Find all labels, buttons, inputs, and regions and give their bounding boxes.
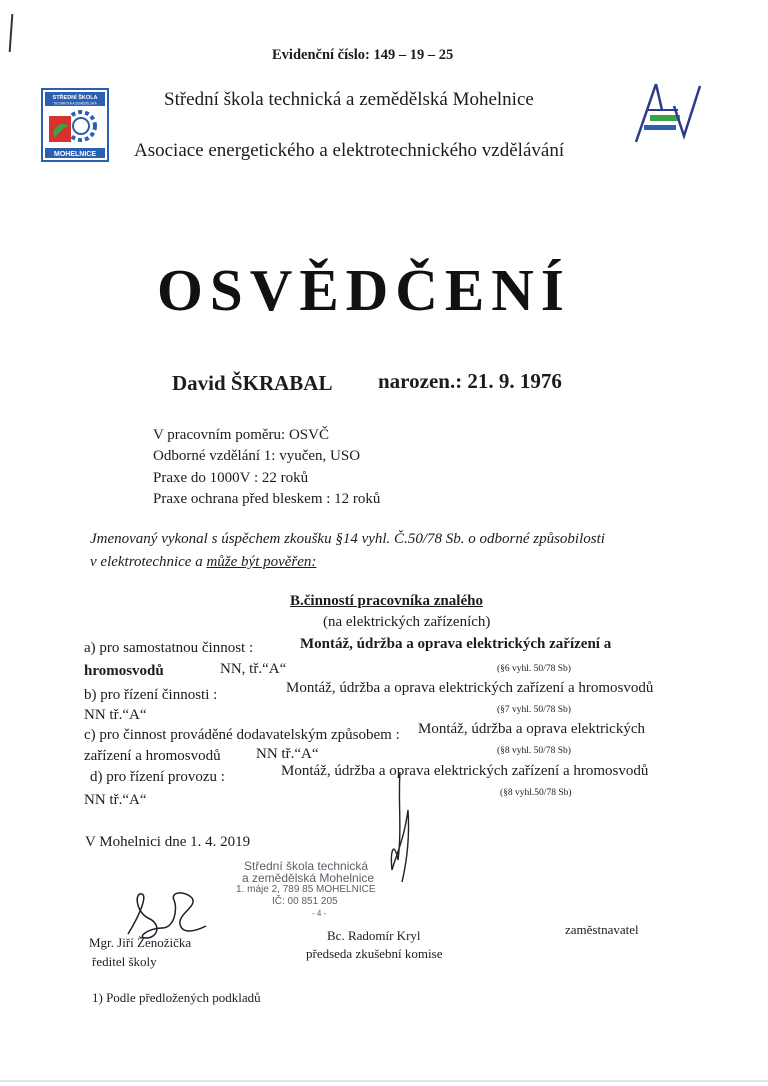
- margin-mark: [9, 14, 14, 52]
- logo-text-bottom: MOHELNICE: [54, 151, 96, 158]
- person-name: David ŠKRABAL: [172, 371, 333, 395]
- association-name: Asociace energetického a elektrotechnického vzdělávání: [134, 140, 565, 161]
- activity-a-text: Montáž, údržba a oprava elektrických zařízení a: [300, 636, 612, 652]
- declaration-line-2: [90, 554, 316, 571]
- activity-c-label: c) pro činnost prováděné dodavatelským způsobem :: [84, 727, 400, 743]
- birth-date: narozen.: 21. 9. 1976: [378, 369, 562, 393]
- declaration-line-1: Jmenovaný vykonal s úspěchem zkoušku §14 vyhl. Č.50/78 Sb. o odborné způsobilosti: [90, 531, 605, 547]
- aev-logo: [626, 80, 706, 146]
- activity-a-text-2: hromosvodů: [84, 663, 164, 679]
- employment-line: V pracovním poměru: OSVČ: [153, 427, 329, 443]
- stamp-line-3: 1. máje 2, 789 85 MOHELNICE: [236, 884, 376, 895]
- activity-d-level: NN tř.“A“: [84, 792, 147, 808]
- stamp-line-4: IČ: 00 851 205: [272, 896, 338, 907]
- activity-a-level: NN, tř.“A“: [220, 661, 287, 677]
- activity-c-text: Montáž, údržba a oprava elektrických: [418, 721, 645, 737]
- stamp-line-5: - 4 -: [312, 909, 327, 918]
- employer-label: zaměstnavatel: [565, 922, 639, 937]
- activity-d-law: (§8 vyhl.50/78 Sb): [500, 788, 572, 798]
- logo-text-top: STŘEDNÍ ŠKOLA: [52, 95, 98, 101]
- activity-b-level: NN tř.“A“: [84, 707, 147, 723]
- activity-a-label: a) pro samostatnou činnost :: [84, 640, 254, 656]
- chair-signature: [380, 770, 420, 890]
- footnote: 1) Podle předložených podkladů: [92, 990, 261, 1005]
- registration-number: Evidenční číslo: 149 – 19 – 25: [272, 47, 454, 63]
- category-heading: B.činností pracovníka znalého: [290, 593, 483, 609]
- activity-d-label: d) pro řízení provozu :: [90, 769, 225, 785]
- page-edge: [0, 1080, 768, 1082]
- stamp-line-2: a zemědělská Mohelnice: [242, 871, 375, 885]
- activity-c-law: (§8 vyhl. 50/78 Sb): [497, 746, 571, 756]
- education-line: Odborné vzdělání 1: vyučen, USO: [153, 448, 361, 464]
- chair-name: Bc. Radomír Kryl: [327, 928, 421, 943]
- school-logo: [41, 88, 109, 162]
- activity-d-text: Montáž, údržba a oprava elektrických zařízení a hromosvodů: [281, 763, 649, 779]
- school-name: Střední škola technická a zemědělská Mohelnice: [164, 89, 534, 110]
- logo-text-mid: TECHNICKÁ A ZEMĚDĚLSKÁ: [53, 101, 97, 106]
- activity-b-law: (§7 vyhl. 50/78 Sb): [497, 705, 571, 715]
- category-subheading: (na elektrických zařízeních): [323, 614, 491, 630]
- activity-b-text: Montáž, údržba a oprava elektrických zařízení a hromosvodů: [286, 680, 654, 696]
- activity-c-text-2: zařízení a hromosvodů: [84, 748, 221, 764]
- activity-b-label: b) pro řízení činnosti :: [84, 687, 218, 703]
- declaration-underlined: může být pověřen:: [206, 554, 317, 570]
- activity-c-level: NN tř.“A“: [256, 746, 319, 762]
- lightning-practice-line: Praxe ochrana před bleskem : 12 roků: [153, 491, 381, 507]
- practice-line: Praxe do 1000V : 22 roků: [153, 470, 309, 486]
- activity-a-law: (§6 vyhl. 50/78 Sb): [497, 664, 571, 674]
- document-title: OSVĚDČENÍ: [157, 257, 571, 323]
- stamp-line-1: Střední škola technická: [244, 859, 369, 873]
- place-date: V Mohelnici dne 1. 4. 2019: [85, 834, 251, 850]
- director-name: Mgr. Jiří Ženožička: [89, 935, 192, 950]
- director-role: ředitel školy: [92, 954, 157, 969]
- declaration-start: v elektrotechnice a: [90, 554, 207, 570]
- chair-role: předseda zkušební komise: [306, 946, 443, 961]
